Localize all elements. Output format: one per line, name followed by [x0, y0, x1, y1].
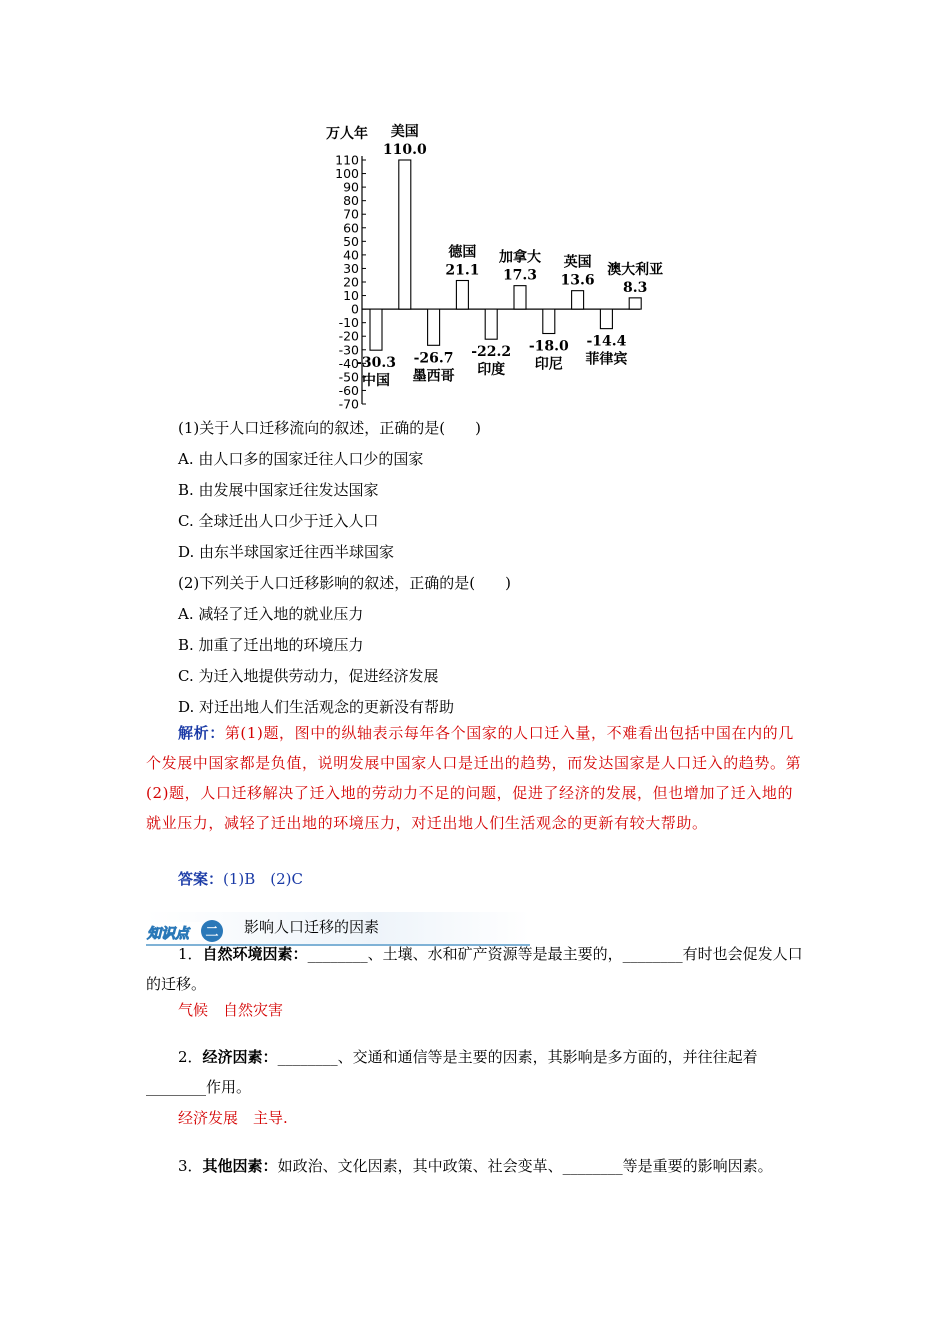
bar-category-label: 澳大利亚: [607, 261, 664, 278]
bar-value-label: 21.1: [445, 262, 480, 279]
bar-category-label: 加拿大: [499, 249, 541, 266]
bar-8: [600, 309, 612, 329]
analysis-paragraph: [146, 718, 808, 838]
bar-category-label: 墨西哥: [412, 368, 455, 385]
item-1-answer: 气候 自然灾害: [178, 1001, 284, 1019]
y-tick-label: 100: [335, 166, 359, 182]
item-3-heading: 其他因素：: [202, 1157, 278, 1175]
item-2-text: ________、交通和通信等是主要的因素，其影响是多方面的，并往往起着________作用。: [146, 1048, 758, 1096]
y-tick-label: -50: [338, 369, 359, 385]
bar-value-label: -14.4: [586, 333, 627, 350]
item-3-text: 如政治、文化因素，其中政策、社会变革、________等是重要的影响因素。: [277, 1157, 773, 1175]
bar-value-label: -26.7: [413, 350, 454, 367]
bar-value-label: -18.0: [528, 338, 569, 355]
y-tick-label: 70: [343, 206, 359, 222]
question-2-option-a: A. 减轻了迁入地的就业压力: [178, 605, 364, 623]
bar-value-label: 17.3: [502, 267, 538, 284]
y-tick-label: 60: [343, 220, 359, 236]
item-1-num: 1．: [178, 945, 203, 963]
question-1-stem: (1)关于人口迁移流向的叙述，正确的是( ): [178, 419, 481, 437]
y-tick-label: 110: [335, 152, 359, 168]
bar-2: [428, 309, 440, 345]
analysis-text: 第(1)题，图中的纵轴表示每年各个国家的人口迁入量，不难看出包括中国在内的几个发展中国家都是负值，说明发展中国家人口是迁出的趋势，而发达国家是人口迁入的趋势。第(2)题，人口迁移解决了迁入地的劳动力不足的问题，促进了经济的发展，但也增加了迁入地的就业压力，减轻了迁出地的环境压力，对迁出地人们生活观念的更新有较大帮助。: [146, 724, 802, 832]
knowledge-point-title: 影响人口迁移的因素: [244, 918, 380, 936]
item-3: [146, 1151, 808, 1181]
y-tick-label: 10: [343, 288, 359, 304]
y-tick-label: 90: [343, 179, 359, 195]
y-tick-label: -20: [338, 328, 359, 344]
item-1-text: ________、土壤、水和矿产资源等是最主要的，________有时也会促发人口的迁移。: [146, 945, 803, 993]
bar-1: [399, 160, 411, 309]
bar-value-label: 8.3: [623, 279, 648, 296]
bar-category-label: 中国: [362, 373, 390, 390]
analysis-label: 解析：: [178, 724, 225, 742]
item-3-num: 3．: [178, 1157, 203, 1175]
item-2-answer: 经济发展 主导.: [178, 1109, 288, 1127]
bar-5: [514, 286, 526, 309]
y-axis-unit-label: 万人年: [326, 126, 368, 142]
bar-value-label: -22.2: [471, 344, 512, 361]
y-tick-label: -70: [338, 396, 359, 412]
answer-label: 答案：: [178, 870, 224, 888]
question-1-option-a: A. 由人口多的国家迁往人口少的国家: [178, 450, 424, 468]
bar-0: [370, 309, 382, 350]
question-1-option-c: C. 全球迁出人口少于迁入人口: [178, 512, 379, 530]
question-2-option-b: B. 加重了迁出地的环境压力: [178, 636, 364, 654]
bar-category-label: 菲律宾: [585, 351, 628, 368]
bar-category-label: 英国: [563, 254, 592, 271]
bar-7: [572, 291, 584, 309]
bar-3: [456, 281, 468, 310]
migration-bar-chart: [320, 118, 680, 418]
y-tick-label: 80: [343, 193, 359, 209]
question-1-option-b: B. 由发展中国家迁往发达国家: [178, 481, 379, 499]
question-1-option-d: D. 由东半球国家迁往西半球国家: [178, 543, 395, 561]
bar-category-label: 印度: [477, 362, 506, 379]
y-tick-label: 0: [351, 301, 359, 317]
bar-category-label: 印尼: [534, 356, 563, 373]
item-1-heading: 自然环境因素：: [202, 945, 308, 963]
bar-value-label: 110.0: [382, 142, 427, 158]
answer-line: [178, 869, 303, 889]
bar-4: [485, 309, 497, 339]
item-2-heading: 经济因素：: [202, 1048, 278, 1066]
y-tick-label: 40: [343, 247, 359, 263]
question-2-stem: (2)下列关于人口迁移影响的叙述，正确的是( ): [178, 574, 511, 592]
item-1: [146, 939, 808, 999]
y-tick-label: 20: [343, 274, 359, 290]
bar-9: [629, 298, 641, 309]
y-tick-label: -30: [338, 342, 359, 358]
item-2-num: 2．: [178, 1048, 203, 1066]
question-2-option-d: D. 对迁出地人们生活观念的更新没有帮助: [178, 698, 455, 716]
y-tick-label: -60: [338, 382, 359, 398]
question-2-option-c: C. 为迁入地提供劳动力，促进经济发展: [178, 667, 439, 685]
bar-value-label: -30.3: [356, 355, 396, 372]
y-tick-label: 30: [343, 260, 359, 276]
y-tick-label: -40: [338, 355, 359, 371]
bar-category-label: 德国: [448, 244, 477, 261]
bar-category-label: 美国: [390, 124, 419, 140]
bar-6: [543, 309, 555, 333]
y-tick-label: -10: [338, 315, 359, 331]
item-2: [146, 1042, 808, 1102]
y-tick-label: 50: [343, 233, 359, 249]
svg-text:知识点: 知识点: [147, 926, 189, 942]
bar-value-label: 13.6: [560, 272, 595, 289]
svg-text:二: 二: [205, 925, 219, 940]
answer-text: (1)B (2)C: [223, 870, 304, 888]
